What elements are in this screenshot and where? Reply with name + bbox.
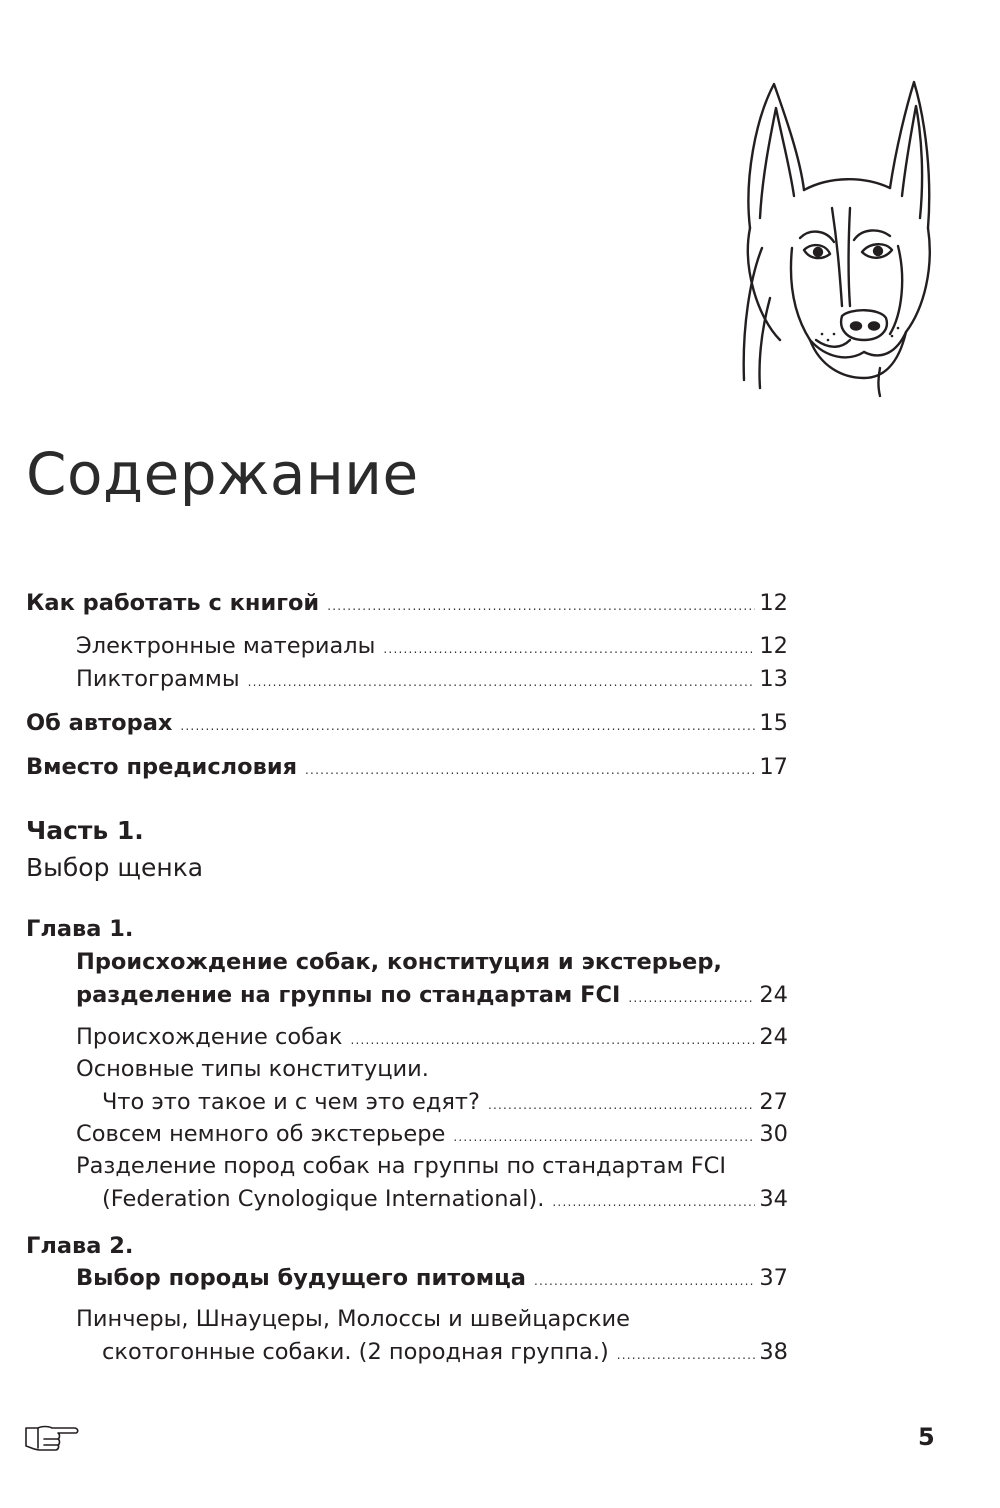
toc-entry-label: Вместо предисловия — [26, 754, 298, 780]
toc-entry-label: Происхождение собак — [76, 1024, 343, 1050]
toc-entry-label[interactable]: Разделение пород собак на группы по стандартам FCI — [76, 1153, 726, 1179]
toc-entry[interactable] — [102, 1186, 788, 1213]
toc-entry-page: 30 — [759, 1121, 788, 1147]
toc-entry-label: Совсем немного об экстерьере — [76, 1121, 446, 1147]
page-number: 5 — [918, 1423, 935, 1451]
toc-entry-label: Выбор породы будущего питомца — [76, 1265, 526, 1291]
toc-entry-page: 24 — [759, 1024, 788, 1050]
toc-entry[interactable] — [76, 982, 788, 1009]
toc-leader — [534, 1274, 755, 1288]
toc-entry[interactable] — [76, 666, 788, 693]
toc-entry[interactable] — [76, 1024, 788, 1051]
toc-entry-label: разделение на группы по стандартам FCI — [76, 982, 621, 1008]
toc-entry-page: 27 — [759, 1089, 788, 1115]
toc-leader — [488, 1098, 755, 1112]
toc-entry-label: (Federation Cynologique International). — [102, 1186, 545, 1212]
toc-leader — [248, 675, 756, 689]
toc-leader — [180, 719, 755, 733]
toc-entry-label: Как работать с книгой — [26, 590, 320, 616]
toc-entry-label[interactable]: Основные типы конституции. — [76, 1056, 429, 1082]
toc-entry-page: 34 — [759, 1186, 788, 1212]
toc-entry[interactable] — [76, 1265, 788, 1292]
toc-leader — [552, 1195, 755, 1209]
toc-entry-page: 13 — [759, 666, 788, 692]
page-title: Содержание — [26, 440, 419, 508]
toc-entry[interactable] — [76, 633, 788, 660]
chapter-title-line: Происхождение собак, конституция и экстерьер, — [76, 949, 722, 975]
part-label: Часть 1. — [26, 816, 144, 845]
doberman-head-illustration — [730, 78, 940, 398]
toc-entry[interactable] — [102, 1089, 788, 1116]
toc-entry[interactable] — [102, 1339, 788, 1366]
toc-entry-page: 37 — [759, 1265, 788, 1291]
toc-entry-label: Об авторах — [26, 710, 173, 736]
toc-leader — [350, 1033, 755, 1047]
toc-leader — [453, 1130, 755, 1144]
toc-entry-page: 15 — [759, 710, 788, 736]
part-title: Выбор щенка — [26, 853, 204, 882]
chapter-label: Глава 2. — [26, 1233, 134, 1259]
pointing-hand-icon — [24, 1418, 82, 1454]
toc-leader — [628, 991, 755, 1005]
toc-entry[interactable] — [26, 590, 788, 617]
toc-entry-label: Электронные материалы — [76, 633, 376, 659]
chapter-label: Глава 1. — [26, 916, 134, 942]
toc-entry-page: 24 — [759, 982, 788, 1008]
toc-entry-label[interactable]: Пинчеры, Шнауцеры, Молоссы и швейцарские — [76, 1306, 631, 1332]
toc-leader — [617, 1348, 756, 1362]
toc-entry-page: 17 — [759, 754, 788, 780]
toc-leader — [327, 599, 755, 613]
toc-entry-label: Что это такое и с чем это едят? — [102, 1089, 480, 1115]
toc-entry-label: Пиктограммы — [76, 666, 240, 692]
toc-entry[interactable] — [76, 1121, 788, 1148]
toc-entry-label: скотогонные собаки. (2 породная группа.) — [102, 1339, 609, 1365]
toc-entry-page: 12 — [759, 590, 788, 616]
toc-entry-page: 12 — [759, 633, 788, 659]
toc-entry-page: 38 — [759, 1339, 788, 1365]
toc-entry[interactable] — [26, 710, 788, 737]
toc-leader — [383, 642, 755, 656]
toc-entry[interactable] — [26, 754, 788, 781]
toc-leader — [305, 763, 755, 777]
